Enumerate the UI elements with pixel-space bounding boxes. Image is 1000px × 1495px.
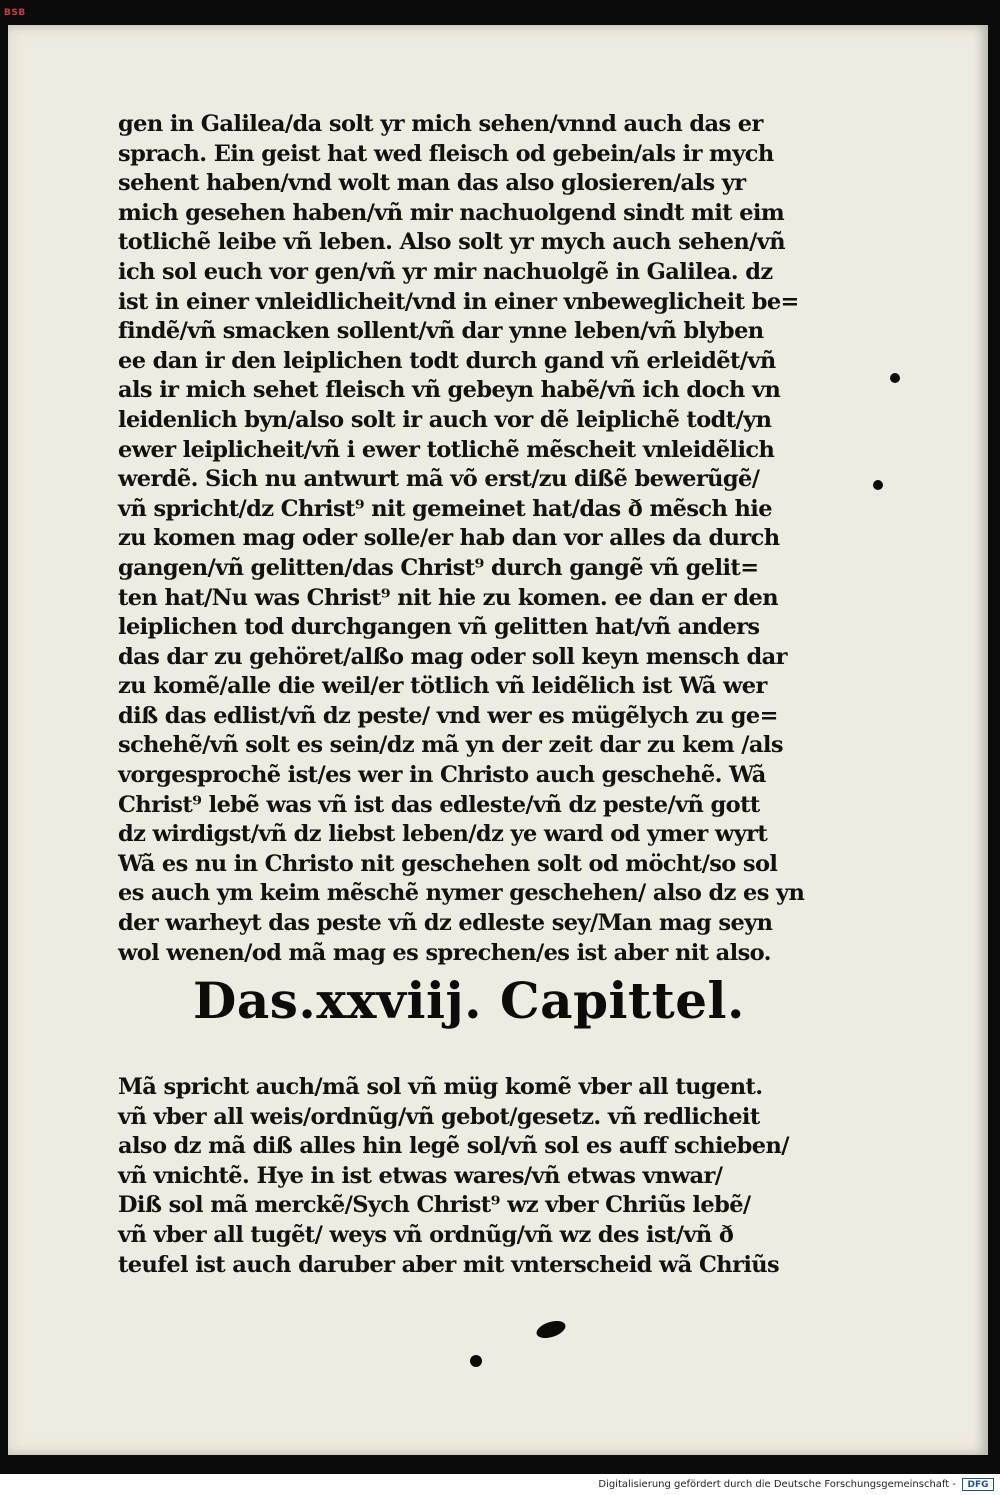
text-line: Mã spricht auch/mã sol vñ müg komẽ vber all tugent. — [118, 1074, 763, 1100]
book-page — [8, 25, 988, 1455]
text-line: vñ vber all weis/ordnũg/vñ gebot/gesetz. vñ redlicheit — [118, 1103, 760, 1130]
text-line: findẽ/vñ smacken sollent/vñ dar ynne leben/vñ blyben — [118, 318, 764, 345]
text-line: sehent haben/vnd wolt man das also glosieren/als yr — [118, 170, 746, 197]
footer-bar — [0, 1474, 1000, 1495]
text-line: vñ vnichtẽ. Hye in ist etwas wares/vñ etwas vnwar/ — [118, 1162, 723, 1189]
dfg-logo: DFG — [962, 1478, 994, 1491]
text-line: vñ vber all tugẽt/ weys vñ ordnũg/vñ wz des ist/vñ ð — [118, 1221, 734, 1248]
text-line: sprach. Ein geist hat wed fleisch od gebein/als ir mych — [118, 140, 774, 167]
text-line: ist in einer vnleidlicheit/vnd in einer vnbeweglicheit be= — [118, 288, 799, 315]
ink-dot — [873, 480, 883, 490]
text-line: Wã es nu in Christo nit geschehen solt od möcht/so sol — [118, 850, 778, 877]
funding-notice: Digitalisierung gefördert durch die Deutsche Forschungsgemeinschaft - — [598, 1479, 956, 1490]
text-line: Christ⁹ lebẽ was vñ ist das edleste/vñ dz peste/vñ gott — [118, 791, 760, 818]
text-line: vorgesprochẽ ist/es wer in Christo auch geschehẽ. Wã — [118, 762, 766, 789]
text-line: zu komen mag oder solle/er hab dan vor alles da durch — [118, 525, 780, 552]
body-text-upper — [118, 110, 808, 1034]
text-line: ewer leiplicheit/vñ i ewer totlichẽ mẽscheit vnleidẽlich — [118, 436, 775, 463]
ink-dot — [470, 1355, 482, 1367]
text-line: teufel ist auch daruber aber mit vnterscheid wã Chriũs — [118, 1251, 780, 1278]
text-line: gen in Galilea/da solt yr mich sehen/vnnd auch das er — [118, 111, 763, 137]
text-line: das dar zu gehöret/alßo mag oder soll keyn mensch dar — [118, 643, 787, 670]
text-line: als ir mich sehet fleisch vñ gebeyn habẽ/vñ ich doch vn — [118, 377, 781, 404]
text-line: gangen/vñ gelitten/das Christ⁹ durch gangẽ vñ gelit= — [118, 554, 759, 581]
text-line: also dz mã diß alles hin legẽ sol/vñ sol es auff schieben/ — [118, 1133, 789, 1160]
text-line: leiplichen tod durchgangen vñ gelitten hat/vñ anders — [118, 614, 760, 641]
text-line: zu komẽ/alle die weil/er tötlich vñ leidẽlich ist Wã wer — [118, 673, 767, 700]
text-line: vñ spricht/dz Christ⁹ nit gemeinet hat/das ð mẽsch hie — [118, 495, 772, 522]
text-line: schehẽ/vñ solt es sein/dz mã yn der zeit dar zu kem /als — [118, 732, 783, 759]
text-line: werdẽ. Sich nu antwurt mã võ erst/zu dißẽ bewerũgẽ/ — [118, 466, 760, 493]
ink-smudge — [534, 1318, 567, 1342]
text-line: es auch ym keim mẽschẽ nymer geschehen/ also dz es yn — [118, 880, 805, 907]
text-line: ten hat/Nu was Christ⁹ nit hie zu komen. ee dan er den — [118, 584, 778, 611]
text-line: Diß sol mã merckẽ/Sych Christ⁹ wz vber Chriũs lebẽ/ — [118, 1192, 751, 1219]
text-line: leidenlich byn/also solt ir auch vor dẽ leiplichẽ todt/yn — [118, 406, 772, 433]
library-mark: BSB — [4, 8, 26, 18]
text-line: totlichẽ leibe vñ leben. Also solt yr mych auch sehen/vñ — [118, 229, 785, 256]
text-line: mich gesehen haben/vñ mir nachuolgend sindt mit eim — [118, 199, 785, 226]
chapter-heading: Das.xxviij. Capittel. — [193, 971, 745, 1031]
ink-dot — [890, 373, 900, 383]
text-line: ich sol euch vor gen/vñ yr mir nachuolgẽ in Galilea. dz — [118, 258, 773, 285]
text-line: ee dan ir den leiplichen todt durch gand vñ erleidẽt/vñ — [118, 347, 776, 374]
text-line: diß das edlist/vñ dz peste/ vnd wer es mügẽlych zu ge= — [118, 702, 778, 729]
text-line: dz wirdigst/vñ dz liebst leben/dz ye ward od ymer wyrt — [118, 821, 768, 848]
text-line: wol wenen/od mã mag es sprechen/es ist aber nit also. — [118, 939, 771, 966]
text-line: der warheyt das peste vñ dz edleste sey/Man mag seyn — [118, 910, 773, 937]
body-text-lower — [118, 1073, 808, 1280]
